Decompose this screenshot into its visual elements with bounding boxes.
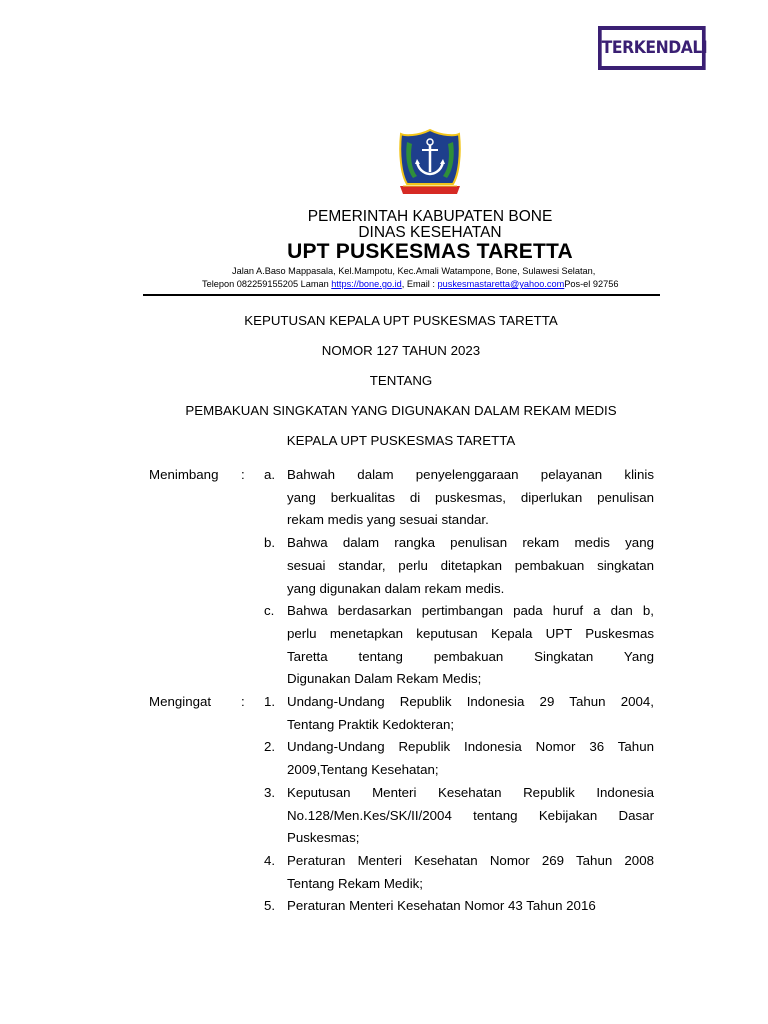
considering-colon: : (241, 467, 245, 482)
recalling-label: Mengingat (149, 694, 212, 709)
department-name: DINAS KESEHATAN (358, 224, 502, 241)
recalling-item-line: Puskesmas; (287, 830, 360, 846)
letterhead-divider (143, 294, 660, 296)
contact-line (202, 279, 618, 289)
considering-item-line: yang digunakan dalam rekam medis. (287, 580, 505, 596)
considering-item-line: rekam medis yang sesuai standar. (287, 512, 489, 528)
recalling-item-marker: 4. (264, 852, 276, 868)
government-name: PEMERINTAH KABUPATEN BONE (307, 208, 553, 225)
recalling-item-marker: 5. (264, 898, 276, 914)
considering-item-line: Digunakan Dalam Rekam Medis; (287, 671, 482, 687)
decree-title: KEPUTUSAN KEPALA UPT PUSKESMAS TARETTA (244, 313, 558, 328)
decree-number: NOMOR 127 TAHUN 2023 (321, 343, 481, 358)
decree-authority: KEPALA UPT PUSKESMAS TARETTA (286, 433, 516, 448)
considering-item-marker: a. (264, 467, 276, 482)
postal-text: Pos-el 92756 (564, 279, 619, 289)
recalling-item-line: Peraturan Menteri Kesehatan Nomor 269 Tahun 2008 (287, 852, 654, 868)
phone-text: Telepon 082259155205 Laman (202, 279, 332, 289)
recalling-item-line: Peraturan Menteri Kesehatan Nomor 43 Tahun 2016 (287, 898, 596, 914)
about-label: TENTANG (369, 373, 433, 388)
email-prefix: , Email : (401, 279, 438, 289)
status-stamp: TERKENDALI (598, 26, 706, 70)
recalling-item-marker: 3. (264, 784, 276, 800)
considering-item-line: Bahwah dalam penyelenggaraan pelayanan klinis (287, 467, 654, 482)
recalling-item-line: Undang-Undang Republik Indonesia Nomor 36 Tahun (287, 739, 654, 755)
website-link[interactable]: https://bone.go.id (331, 279, 402, 289)
recalling-item-line: Tentang Praktik Kedokteran; (287, 716, 455, 732)
considering-item-line: Bahwa dalam rangka penulisan rekam medis yang (287, 535, 654, 551)
considering-item-line: sesuai standar, perlu ditetapkan pembakuan singkatan (287, 557, 654, 573)
recalling-item-line: Tentang Rekam Medik; (287, 875, 423, 891)
address-line: Jalan A.Baso Mappasala, Kel.Mampotu, Kec.Amali Watampone, Bone, Sulawesi Selatan, (232, 266, 596, 276)
recalling-item-line: 2009,Tentang Kesehatan; (287, 762, 439, 778)
considering-item-line: yang berkualitas di puskesmas, diperlukan penulisan (287, 489, 654, 505)
considering-item-line: Bahwa berdasarkan pertimbangan pada huruf a dan b, (287, 603, 654, 619)
recalling-item-line: Keputusan Menteri Kesehatan Republik Indonesia (287, 784, 654, 800)
recalling-item-marker: 1. (264, 694, 276, 709)
recalling-colon: : (241, 694, 245, 709)
recalling-item-line: No.128/Men.Kes/SK/II/2004 tentang Kebijakan Dasar (287, 807, 654, 823)
unit-name: UPT PUSKESMAS TARETTA (287, 240, 573, 263)
considering-label: Menimbang (149, 467, 219, 482)
considering-item-marker: c. (264, 603, 275, 619)
recalling-item-line: Undang-Undang Republik Indonesia 29 Tahun 2004, (287, 694, 654, 709)
email-link[interactable]: puskesmastaretta@yahoo.com (437, 279, 565, 289)
considering-item-marker: b. (264, 535, 276, 551)
considering-item-line: perlu menetapkan keputusan Kepala UPT Puskesmas (287, 625, 654, 641)
considering-item-line: Taretta tentang pembakuan Singkatan Yang (287, 648, 654, 664)
recalling-item-marker: 2. (264, 739, 276, 755)
decree-subject: PEMBAKUAN SINGKATAN YANG DIGUNAKAN DALAM REKAM MEDIS (185, 403, 617, 418)
kabupaten-bone-crest-logo (397, 128, 463, 200)
